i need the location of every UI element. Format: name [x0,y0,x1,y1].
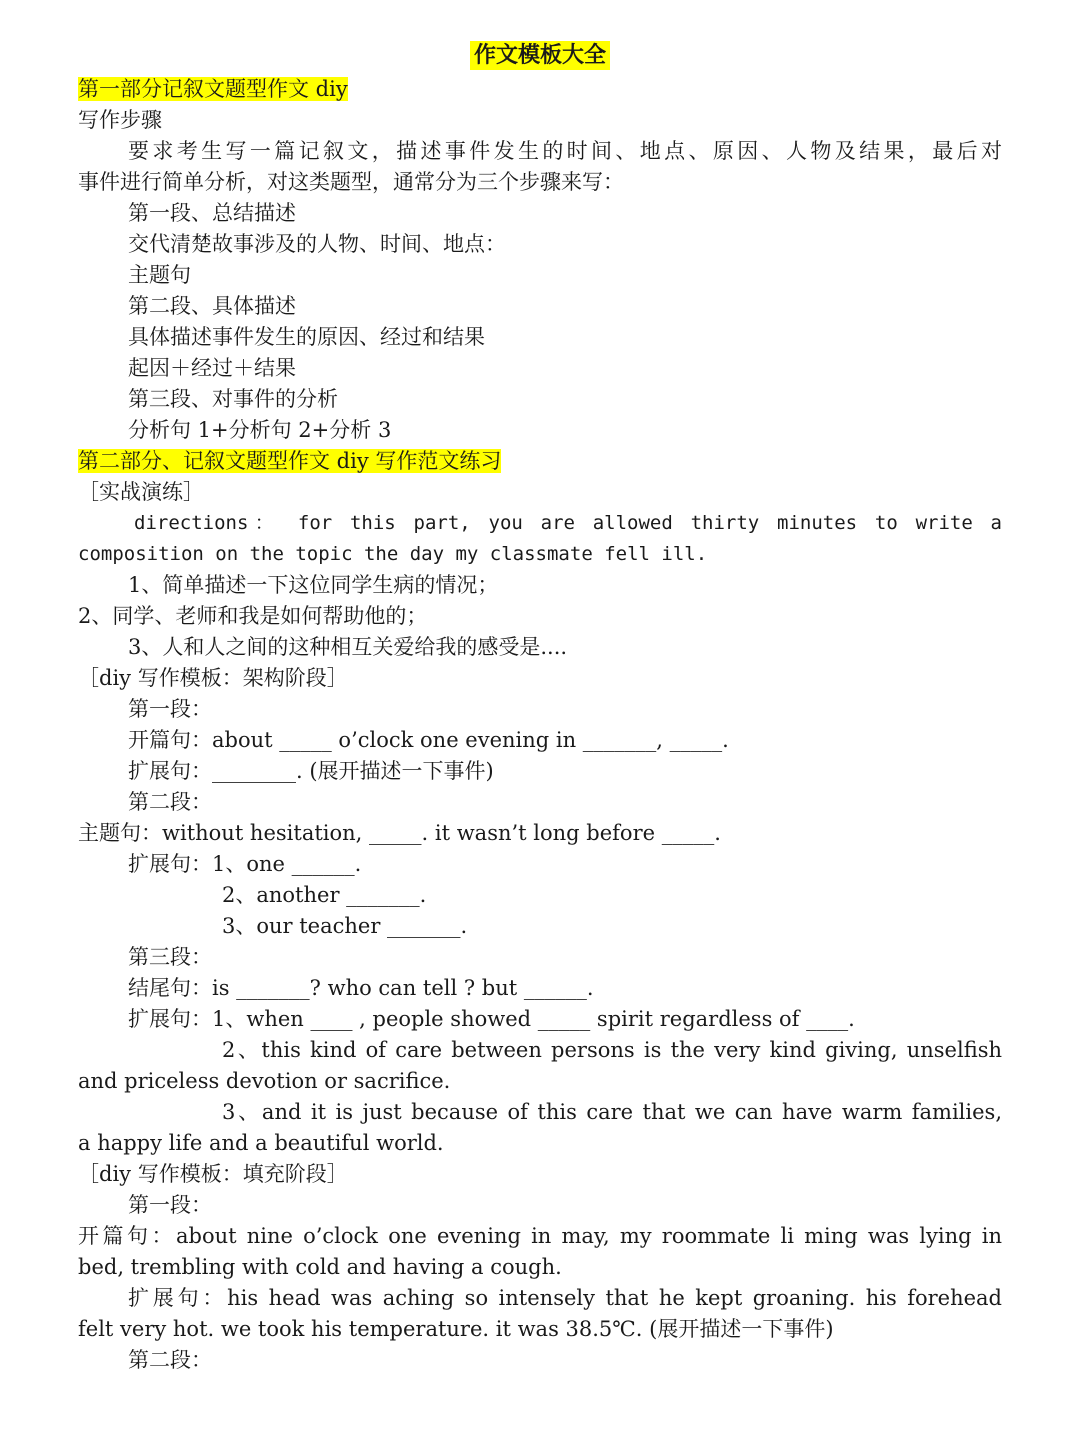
section-heading-1 [78,74,1002,105]
filled-sentence: felt very hot. we took his temperature. it was 38.5℃. (展开描述一下事件) [78,1317,834,1341]
template-sentence: and priceless devotion or sacrifice. [78,1069,451,1093]
step-heading: 第二段、具体描述 [128,294,296,318]
template-sentence: 扩展句：1、when ____ , people showed _____ spirit regardless of ____. [128,1007,855,1031]
template-sentence: 主题句：without hesitation, _____. it wasn’t long before _____. [78,821,721,845]
step-heading: 第三段、对事件的分析 [128,387,338,411]
writing-steps-heading: 写作步骤 [78,108,162,132]
paragraph-label: 第一段： [128,1193,212,1217]
template-sentence: 扩展句：1、one ______. [128,852,362,876]
paragraph-label: 第二段： [128,790,212,814]
template-sentence: 3、our teacher _______. [222,914,468,938]
section-heading-1-text: 第一部分记叙文题型作文 diy [78,77,348,101]
requirement-item: 3、人和人之间的这种相互关爱给我的感受是.... [128,635,568,659]
paragraph-line: 事件进行简单分析，对这类题型，通常分为三个步骤来写： [78,170,624,194]
requirement-item: 2、同学、老师和我是如何帮助他的； [78,604,428,628]
bracket-heading: ［diy 写作模板：架构阶段］ [78,666,348,690]
section-heading-2-text: 第二部分、记叙文题型作文 diy 写作范文练习 [78,449,502,473]
filled-sentence: 开篇句：about nine o’clock one evening in may, my roommate li ming was lying in [78,1224,1002,1248]
step-text: 起因＋经过＋结果 [128,356,296,380]
template-sentence: a happy life and a beautiful world. [78,1131,444,1155]
paragraph-label: 第二段： [128,1348,212,1372]
requirement-item: 1、简单描述一下这位同学生病的情况； [128,573,499,597]
page-title: 作文模板大全 [470,41,610,70]
template-sentence: 结尾句：is _______? who can tell ? but ______. [128,976,594,1000]
directions-line: directions： for this part, you are allowed thirty minutes to write a [134,512,1002,534]
section-heading-2 [78,446,1002,477]
template-sentence: 开篇句：about _____ o’clock one evening in _______, _____. [128,728,729,752]
paragraph-label: 第三段： [128,945,212,969]
bracket-heading: ［diy 写作模板：填充阶段］ [78,1162,348,1186]
step-text: 主题句 [128,263,191,287]
bracket-heading: ［实战演练］ [78,480,204,504]
step-heading: 第一段、总结描述 [128,201,296,225]
step-text: 分析句 1+分析句 2+分析 3 [128,418,392,442]
template-sentence: 2、this kind of care between persons is the very kind giving, unselfish [222,1038,1002,1062]
template-sentence: 3、and it is just because of this care that we can have warm families, [222,1100,1002,1124]
step-text: 具体描述事件发生的原因、经过和结果 [128,325,485,349]
template-sentence: 2、another _______. [222,883,427,907]
directions-line: composition on the topic the day my classmate fell ill. [78,543,708,565]
filled-sentence: 扩展句：his head was aching so intensely that he kept groaning. his forehead [128,1286,1002,1310]
paragraph-line: 要求考生写一篇记叙文，描述事件发生的时间、地点、原因、人物及结果，最后对 [128,139,1002,163]
title-row [78,36,1002,74]
filled-sentence: bed, trembling with cold and having a cough. [78,1255,562,1279]
step-text: 交代清楚故事涉及的人物、时间、地点： [128,232,506,256]
paragraph-label: 第一段： [128,697,212,721]
template-sentence: 扩展句：________. (展开描述一下事件) [128,759,494,783]
